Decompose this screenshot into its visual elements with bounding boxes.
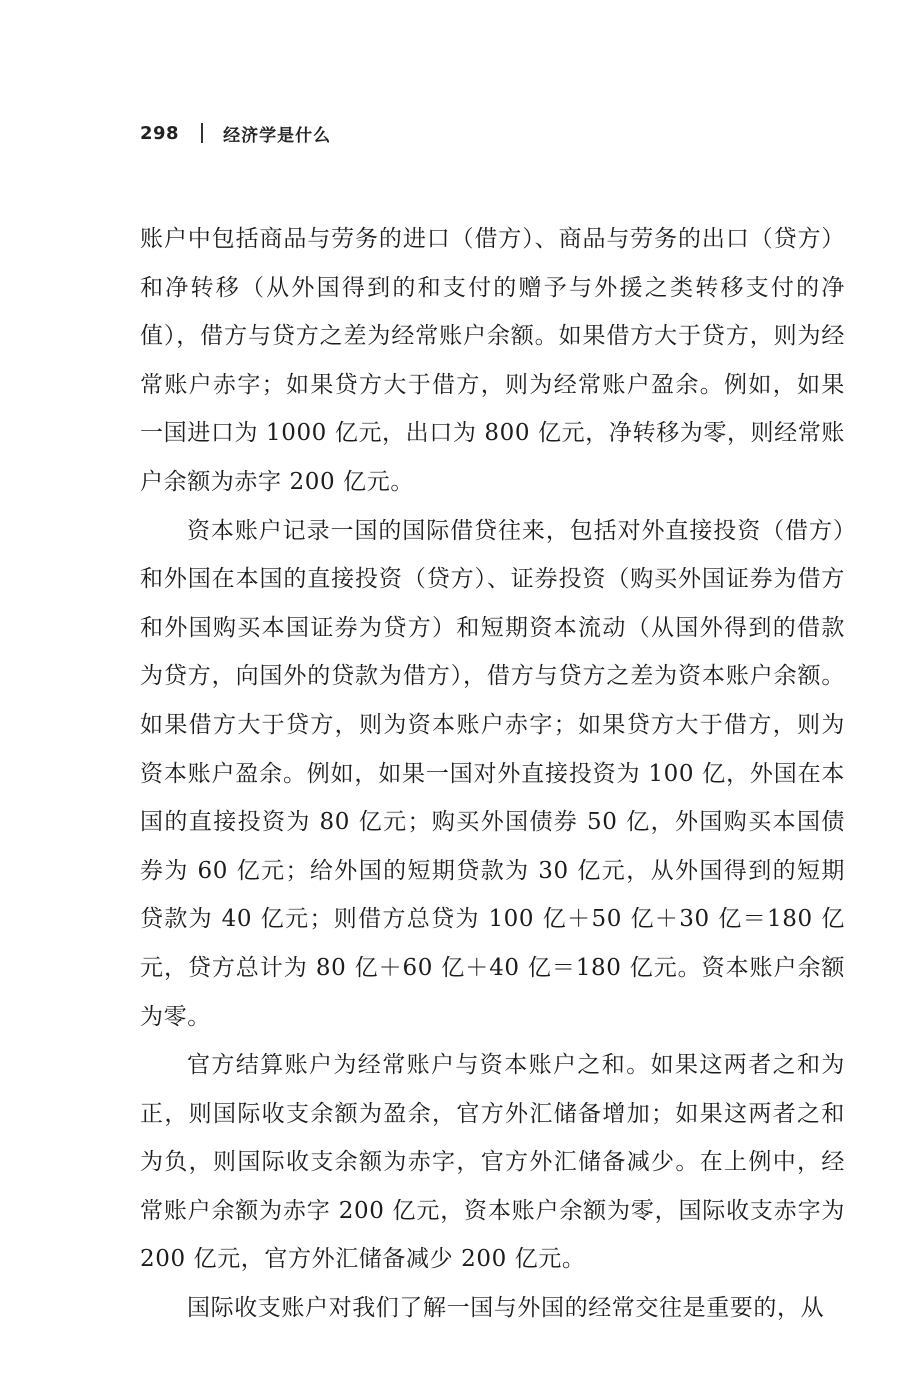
header-separator: [201, 123, 203, 143]
paragraph-balance-of-payments: 国际收支账户对我们了解一国与外国的经常交往是重要的，从: [187, 1295, 825, 1322]
paragraph-capital-account: 资本账户记录一国的国际借贷往来，包括对外直接投资（借方）和外国在本国的直接投资（贷方）、证券投资（购买外国证券为借方和外国购买本国证券为贷方）和短期资本流动（从国外得到的借款为贷方，向国外的贷款为借方），借方与贷方之差为资本账户余额。如果借方大于贷方，则为资本账户赤字；如果贷方大于借方，则为资本账户盈余。例如，如果一国对外直接投资为 100 亿，外国在本国的直接投资为 80 亿元；购买外国债券 50 亿，外国购买本国债券为 60 亿元；给外国的短期贷款为 30 亿元，从外国得到的短期贷款为 40 亿元；则借方总贷为 100 亿＋50 亿＋30 亿＝180 亿元，贷方总计为 80 亿＋60 亿＋40 亿＝180 亿元。资本账户余额为零。: [140, 517, 845, 1030]
page-number: 298: [140, 122, 180, 144]
paragraph-current-account: 账户中包括商品与劳务的进口（借方）、商品与劳务的出口（贷方）和净转移（从外国得到的和支付的赠予与外援之类转移支付的净值），借方与贷方之差为经常账户余额。如果借方大于贷方，则为经常账户赤字；如果贷方大于借方，则为经常账户盈余。例如，如果一国进口为 1000 亿元，出口为 800 亿元，净转移为零，则经常账户余额为赤字 200 亿元。: [140, 226, 845, 495]
book-title: 经济学是什么: [223, 125, 332, 146]
paragraph-official-settlement: 官方结算账户为经常账户与资本账户之和。如果这两者之和为正，则国际收支余额为盈余，官方外汇储备增加；如果这两者之和为负，则国际收支余额为赤字，官方外汇储备减少。在上例中，经常账户余额为赤字 200 亿元，资本账户余额为零，国际收支赤字为 200 亿元，官方外汇储备减少 200 亿元。: [140, 1052, 845, 1273]
body-text: [140, 215, 845, 1333]
running-header: [140, 118, 331, 148]
